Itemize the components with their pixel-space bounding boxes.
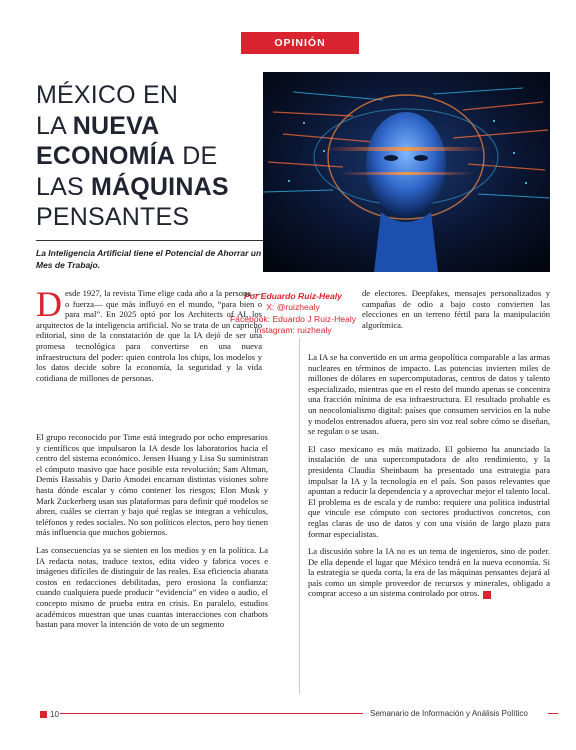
footer-rule-left (60, 713, 363, 714)
page-marker (40, 711, 47, 718)
title-line-1: MÉXICO EN (36, 81, 179, 109)
body-column-right (308, 352, 550, 606)
page-number: 10 (40, 709, 59, 719)
paragraph-7: La discusión sobre la IA no es un tema de ingenieros, sino de poder. De ella depende el lugar que México tendrá en la nueva economía. Si la estrategia se queda corta, la era de las máquinas pensantes dejará al país como un simple proveedor de recursos y minerales, obligado a comprar acceso a un sistema controlado por otros. (308, 546, 550, 599)
title-line-3: ECONOMÍA DE (36, 142, 218, 170)
title-line-2: LA NUEVA (36, 111, 160, 140)
body-column-left (36, 432, 268, 637)
paragraph-5: La IA se ha convertido en un arma geopolítica comparable a las armas nucleares en términos de impacto. Las potencias invierten miles de millones de dólares en supercomputadoras, centros de datos y talento especializado, mientras que en el resto del mundo apenas se concentra una fracción mínima de esa infraestructura. El resultado probable es un neocolonialismo digital: países que consumen servicios en la nube y modelos entrenados afuera, pero sin voz real sobre cómo se diseñan, se regulan o se usan. (308, 352, 550, 437)
paragraph-2: El grupo reconocido por Time está integrado por ocho empresarios y científicos que impulsaron la IA desde los laboratorios hacia el centro del sistema económico. Jensen Huang y Lisa Su suministran el cómputo masivo que hace posible esta revolución; Sam Altman, Demis Hassabis y Dario Amodei encarnan distintas visiones sobre hasta dónde escalar y cómo contener los riesgos; Elon Musk y Mark Zuckerberg usan sus plataformas para definir qué modelos se abren, cuáles se cierran y bajo qué reglas se integran a vehículos, teléfonos y redes sociales. No son políticos electos, pero hoy tienen más influencia que muchos gobiernos. (36, 432, 268, 538)
drop-cap: D (36, 284, 62, 324)
article-title (36, 80, 266, 233)
article-lead: La Inteligencia Artificial tiene el Potencial de Ahorrar un Mes de Trabajo. (36, 248, 262, 271)
paragraph-3: Las consecuencias ya se sienten en los medios y en la política. La IA redacta notas, traduce textos, edita video y fabrica voces e imágenes difíciles de distinguir de las reales. Esa eficiencia abarata costos en redacciones debilitadas, pero erosiona la confianza: cuando cualquiera puede producir “evidencia” en video o audio, el concepto mismo de prueba entra en crisis. En paralelo, estudios académicos muestran que unas cuantas interacciones con chatbots bastan para mover la intención de voto de un segmento (36, 544, 268, 630)
author-x-handle[interactable]: X: @ruizhealy (266, 302, 320, 313)
author-instagram[interactable]: Instagram: ruizhealy (254, 325, 332, 336)
column-divider (299, 338, 300, 694)
hero-image-ai-head (263, 72, 550, 272)
paragraph-1: Desde 1927, la revista Time elige cada año a la persona —o fuerza— que más influyó en el mundo, “para bien o para mal”. En 2025 optó por los Architects of AI, los arquitectos de la inteligencia artificial. No se trata de un capricho editorial, sino de la constatación de que la IA dejó de ser una promesa tecnológica para convertirse en una nueva infraestructura del poder: quien controla los chips, los modelos y los datos decide sobre la economía, la seguridad y la vida cotidiana de millones de personas. (36, 284, 262, 383)
body-column-right-top (362, 288, 550, 337)
author-facebook[interactable]: Facebook: Eduardo J Ruiz-Healy (229, 313, 357, 324)
title-line-4: LAS MÁQUINAS (36, 172, 229, 201)
section-tag: OPINIÓN (241, 32, 359, 54)
lead-divider (36, 240, 268, 241)
author-name: Por Eduardo Ruiz-Healy (244, 291, 342, 301)
paragraph-6: El caso mexicano es más matizado. El gobierno ha anunciado la instalación de una supercomputadora de alto rendimiento, y la presidenta Claudia Sheinbaum ha presentado una estrategia para impulsar la IA y la tecnología en el país. Son pasos relevantes que apuntan a reducir la dependencia y a aprovechar mejor el talento local. El problema es de escala y de rumbo: requiere una política industrial que vincule ese cómputo con sectores productivos concretos, con reglas claras de uso de datos y con una visión de largo plazo para formar especialistas. (308, 443, 550, 539)
end-mark (483, 591, 491, 599)
body-column-left-top (36, 284, 262, 390)
publication-name: Semanario de Información y Análisis Político (370, 709, 528, 718)
title-line-5: PENSANTES (36, 203, 190, 231)
footer-rule-right (548, 713, 558, 714)
paragraph-4: de electores. Deepfakes, mensajes personalizados y campañas de odio a bajo costo convierten las elecciones en un terreno fértil para la manipulación algorítmica. (362, 288, 550, 330)
